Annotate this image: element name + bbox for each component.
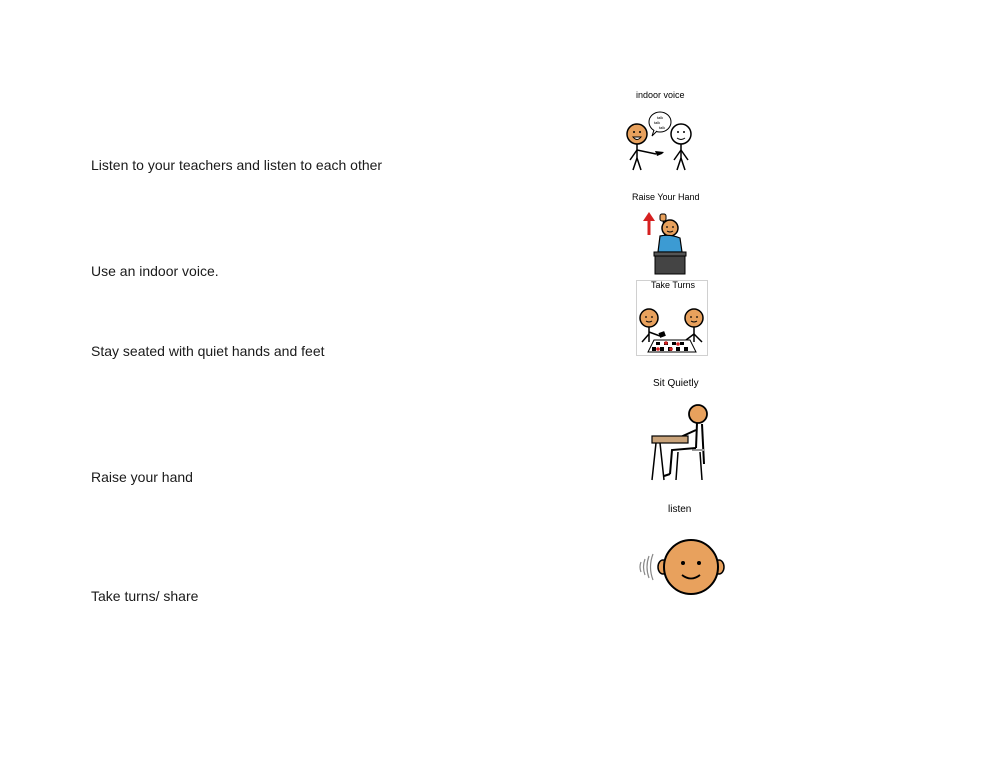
raise-hand-icon: [640, 210, 692, 276]
caption-raise-hand: Raise Your Hand: [632, 192, 700, 202]
rule-take-turns: Take turns/ share: [91, 588, 199, 604]
caption-take-turns: Take Turns: [651, 280, 696, 290]
rule-stay-seated: Stay seated with quiet hands and feet: [91, 343, 325, 359]
rule-raise-hand: Raise your hand: [91, 469, 193, 485]
listen-icon: [636, 536, 728, 600]
indoor-voice-icon: [622, 108, 696, 174]
sit-quietly-icon: [648, 400, 712, 484]
take-turns-icon: [636, 292, 708, 354]
bubble-line-1: talk: [656, 115, 664, 120]
bubble-line-3: talk: [658, 125, 666, 130]
rule-listen: Listen to your teachers and listen to each other: [91, 157, 383, 173]
caption-indoor-voice: indoor voice: [636, 90, 685, 100]
caption-sit-quietly: Sit Quietly: [653, 378, 699, 389]
caption-listen: listen: [668, 504, 692, 515]
bubble-line-2: talk: [653, 120, 661, 125]
rule-indoor-voice: Use an indoor voice.: [91, 263, 219, 279]
